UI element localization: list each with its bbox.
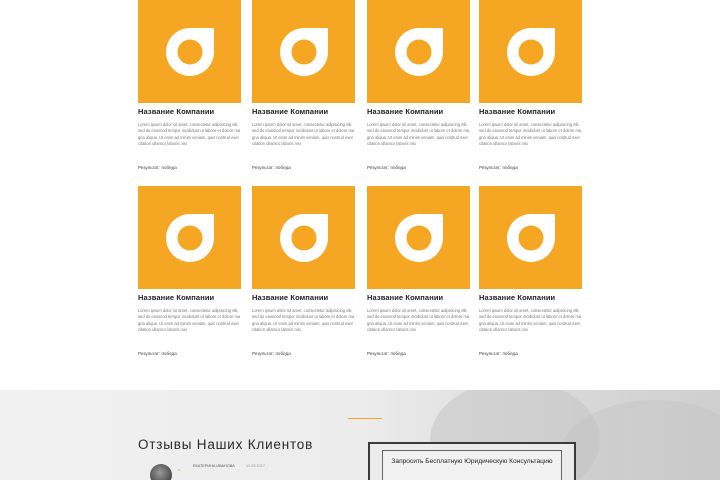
company-logo[interactable] — [479, 0, 582, 103]
review-date: 12.05.2017 — [246, 464, 266, 468]
company-description: Lorem ipsum dolor sit amet, consectetur adipisicing elit, sed do eiusmod tempor incididunt ut labore et dolore magna aliqua. Ut enim ad minim veniam, quis nostrud exercitation ullamco laboris nisi — [252, 122, 355, 146]
company-name[interactable]: Название Компании — [252, 293, 329, 302]
company-logo[interactable] — [252, 186, 355, 289]
company-description: Lorem ipsum dolor sit amet, consectetur adipisicing elit, sed do eiusmod tempor incididunt ut labore et dolore magna aliqua. Ut enim ad minim veniam, quis nostrud exercitation ullamco laboris nisi — [138, 308, 241, 332]
company-name[interactable]: Название Компании — [479, 293, 556, 302]
company-logo-icon — [160, 22, 220, 82]
company-description: Lorem ipsum dolor sit amet, consectetur adipisicing elit, sed do eiusmod tempor incididunt ut labore et dolore magna aliqua. Ut enim ad minim veniam, quis nostrud exercitation ullamco laboris nisi — [479, 122, 582, 146]
reviewer-name: ЕКАТЕРИНА ИВАНОВА — [193, 464, 235, 468]
company-name[interactable]: Название Компании — [138, 107, 215, 116]
company-logo-icon — [501, 22, 561, 82]
company-card[interactable] — [138, 0, 241, 170]
consultation-box — [368, 442, 576, 480]
company-card[interactable] — [252, 0, 355, 170]
company-cards-grid — [138, 0, 582, 380]
company-description: Lorem ipsum dolor sit amet, consectetur adipisicing elit, sed do eiusmod tempor incididunt ut labore et dolore magna aliqua. Ut enim ad minim veniam, quis nostrud exercitation ullamco laboris nisi — [252, 308, 355, 332]
company-logo-icon — [389, 208, 449, 268]
company-logo[interactable] — [138, 0, 241, 103]
company-description: Lorem ipsum dolor sit amet, consectetur adipisicing elit, sed do eiusmod tempor incididunt ut labore et dolore magna aliqua. Ut enim ad minim veniam, quis nostrud exercitation ullamco laboris nisi — [367, 122, 470, 146]
company-card[interactable] — [367, 186, 470, 356]
company-logo-icon — [389, 22, 449, 82]
company-card[interactable] — [138, 186, 241, 356]
company-logo-icon — [274, 208, 334, 268]
company-description: Lorem ipsum dolor sit amet, consectetur adipisicing elit, sed do eiusmod tempor incididunt ut labore et dolore magna aliqua. Ut enim ad minim veniam, quis nostrud exercitation ullamco laboris nisi — [138, 122, 241, 146]
company-name[interactable]: Название Компании — [138, 293, 215, 302]
testimonials-title: Отзывы Наших Клиентов — [138, 437, 314, 452]
company-logo[interactable] — [138, 186, 241, 289]
company-result: Результат: победа — [367, 351, 406, 356]
company-card[interactable] — [479, 186, 582, 356]
company-logo[interactable] — [367, 186, 470, 289]
company-logo-icon — [501, 208, 561, 268]
company-logo-icon — [160, 208, 220, 268]
company-description: Lorem ipsum dolor sit amet, consectetur adipisicing elit, sed do eiusmod tempor incididunt ut labore et dolore magna aliqua. Ut enim ad minim veniam, quis nostrud exercitation ullamco laboris nisi — [367, 308, 470, 332]
accent-divider — [348, 418, 382, 419]
testimonials-section — [0, 390, 720, 480]
company-logo[interactable] — [479, 186, 582, 289]
company-name[interactable]: Название Компании — [367, 107, 444, 116]
company-card[interactable] — [367, 0, 470, 170]
company-result: Результат: победа — [367, 165, 406, 170]
company-description: Lorem ipsum dolor sit amet, consectetur adipisicing elit, sed do eiusmod tempor incididunt ut labore et dolore magna aliqua. Ut enim ad minim veniam, quis nostrud exercitation ullamco laboris nisi — [479, 308, 582, 332]
company-result: Результат: победа — [252, 165, 291, 170]
company-name[interactable]: Название Компании — [252, 107, 329, 116]
company-card[interactable] — [252, 186, 355, 356]
company-logo[interactable] — [367, 0, 470, 103]
company-result: Результат: победа — [138, 165, 177, 170]
company-logo[interactable] — [252, 0, 355, 103]
company-card[interactable] — [479, 0, 582, 170]
company-result: Результат: победа — [479, 165, 518, 170]
company-result: Результат: победа — [252, 351, 291, 356]
quote-icon: “ — [178, 468, 181, 477]
company-result: Результат: победа — [479, 351, 518, 356]
company-result: Результат: победа — [138, 351, 177, 356]
company-name[interactable]: Название Компании — [367, 293, 444, 302]
company-name[interactable]: Название Компании — [479, 107, 556, 116]
request-consultation-button[interactable]: Запросить Бесплатную Юридическую Консультацию — [382, 450, 562, 480]
company-logo-icon — [274, 22, 334, 82]
avatar — [150, 464, 172, 480]
